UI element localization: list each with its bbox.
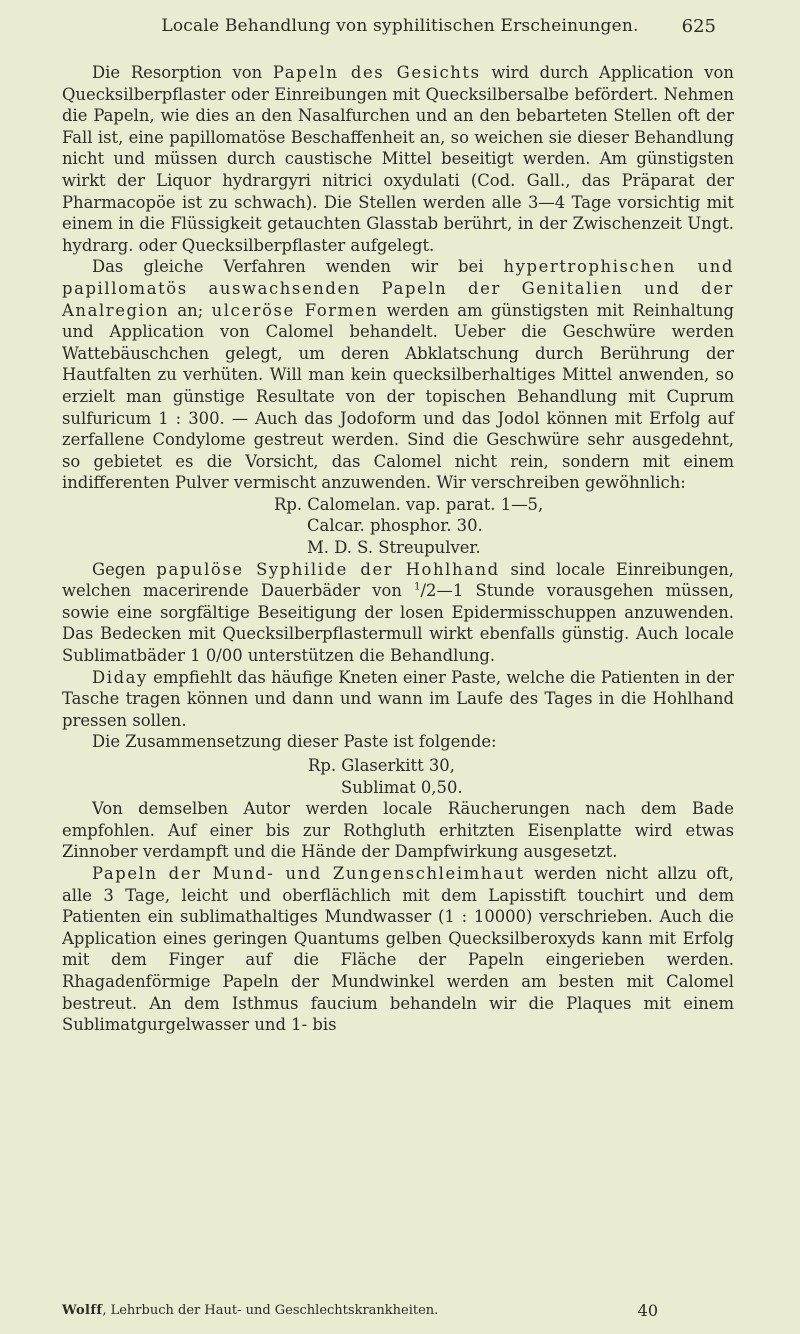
fraction-denominator: /2 [420,581,437,601]
paragraph-palm-syphilides [62,559,734,667]
body-text [62,62,734,1036]
paragraph-face-papules [62,62,734,256]
page-number: 625 [681,16,716,37]
spaced-term: papulöse Syphilide der Hohlhand [156,559,500,579]
spaced-term: ulceröse Formen [211,300,379,320]
prescription-line: Sublimat 0,50. [341,777,463,797]
prescription-calomel [274,494,734,559]
text-run: Gegen [92,559,157,579]
prescription-line: Rp. Glaserkitt 30, [308,756,455,775]
spaced-term: Papeln der Mund- und Zungenschleimhaut [92,863,525,883]
paragraph-diday [62,667,734,732]
running-header [0,16,800,44]
text-run: —1 Stunde vorausgehen müssen, sowie eine sorgfältige Beseitigung der losen Epidermisschuppen anzuwenden. Das Bedecken mit Quecksilberpflastermull wirkt ebenfalls günstig. Auch locale Sublimatbäder 1 [62,581,735,666]
running-title: Locale Behandlung von syphilitischen Erscheinungen. [161,16,639,36]
paragraph-mouth-papules [62,863,734,1036]
paragraph-paste-intro: Die Zusammensetzung dieser Paste ist folgende: [92,732,497,752]
fraction-numerator: 1 [414,581,421,593]
prescription-line: M. D. S. Streupulver. [307,538,481,558]
prescription-line: Calcar. phosphor. 30. [307,516,483,536]
text-run: werden nicht allzu oft, alle 3 Tage, leicht und oberflächlich mit dem Lapisstift touchirt und dem Patienten ein sublimathaltiges Mundwasser (1 : 10000) verschrieben. Auch die Application eines geringen Quantums gelben Quecksilberoxyds kann mit Erfolg mit dem Finger auf die Fläche der Papeln eingerieben werden. Rhagadenförmige Papeln der Mundwinkel werden am besten mit Calomel bestreut. An dem Isthmus faucium behandeln wir die Plaques mit einem Sublimatgurgelwasser und 1- bis [62,863,734,1035]
text-run: Das gleiche Verfahren wenden wir bei [92,257,504,277]
spaced-term: Papeln des Gesichts [272,63,481,82]
text-run: sind locale Einreibungen, welchen macerirende Dauerbäder von [62,559,734,601]
text-run: wird durch Application von Quecksilberpflaster oder Einreibungen mit Quecksilbersalbe befördert. Nehmen die Papeln, wie dies an den Nasalfurchen und an den bebarteten Stellen oft der Fall ist, eine papillomatöse Beschaffenheit an, so weichen sie dieser Behandlung nicht und müssen durch caustische Mittel beseitigt werden. Am günstigsten wirkt der Liquor hydrargyri nitrici oxydulati (Cod. Gall., das Präparat der Pharmacopöe ist zu schwach). Die Stellen werden alle 3—4 Tage vorsichtig mit einem in die Flüssigkeit getauchten Glasstab berührt, in der Zwischenzeit Ungt. hydrarg. oder Quecksilberpflaster aufgelegt. [62,63,734,255]
footer-book-title: , Lehrbuch der Haut- und Geschlechtskrankheiten. [102,1303,439,1318]
footer-author: Wolff [62,1303,103,1318]
text-run: unterstützen die Behandlung. [242,646,496,666]
prescription-line: Rp. Calomelan. vap. parat. 1—5, [274,494,544,514]
permille-sign: 0/00 [205,646,243,666]
signature-mark: 40 [637,1301,658,1320]
text-run: werden am günstigsten mit Reinhaltung und Application von Calomel behandelt. Ueber die Geschwüre werden Wattebäuschchen gelegt, um deren Abklatschung durch Berührung der Hautfalten zu verhüten. Will man kein quecksilberhaltiges Mittel anwenden, so erzielt man günstige Resultate von der topischen Behandlung mit Cuprum sulfuricum 1 : 300. — Auch das Jodoform und das Jodol können mit Erfolg auf zerfallene Condylome gestreut werden. Sind die Geschwüre sehr ausgedehnt, so gebietet es die Vorsicht, das Calomel nicht rein, sondern mit einem indifferenten Pulver vermischt anzuwenden. Wir verschreiben gewöhnlich: [62,300,734,493]
spaced-term: hypertrophischen und papillomatös auswachsenden Papeln der Genitalien und der Analregion [62,257,734,320]
prescription-paste [308,755,734,798]
author-name: Diday [92,667,148,687]
text-run: empfiehlt das häufige Kneten einer Paste, welche die Patienten in der Tasche tragen können und dann und wann im Laufe des Tages in die Hohlhand pressen sollen. [62,667,734,730]
text-run: an; [169,300,212,320]
paragraph-fumigation: Von demselben Autor werden locale Räucherungen nach dem Bade empfohlen. Auf einer bis zur Rothgluth erhitzten Eisenplatte wird etwas Zinnober verdampft und die Hände der Dampfwirkung ausgesetzt. [62,799,734,862]
text-run: Die Resorption von [92,63,273,82]
paragraph-genital-papules [62,256,734,494]
footer [62,1303,728,1318]
